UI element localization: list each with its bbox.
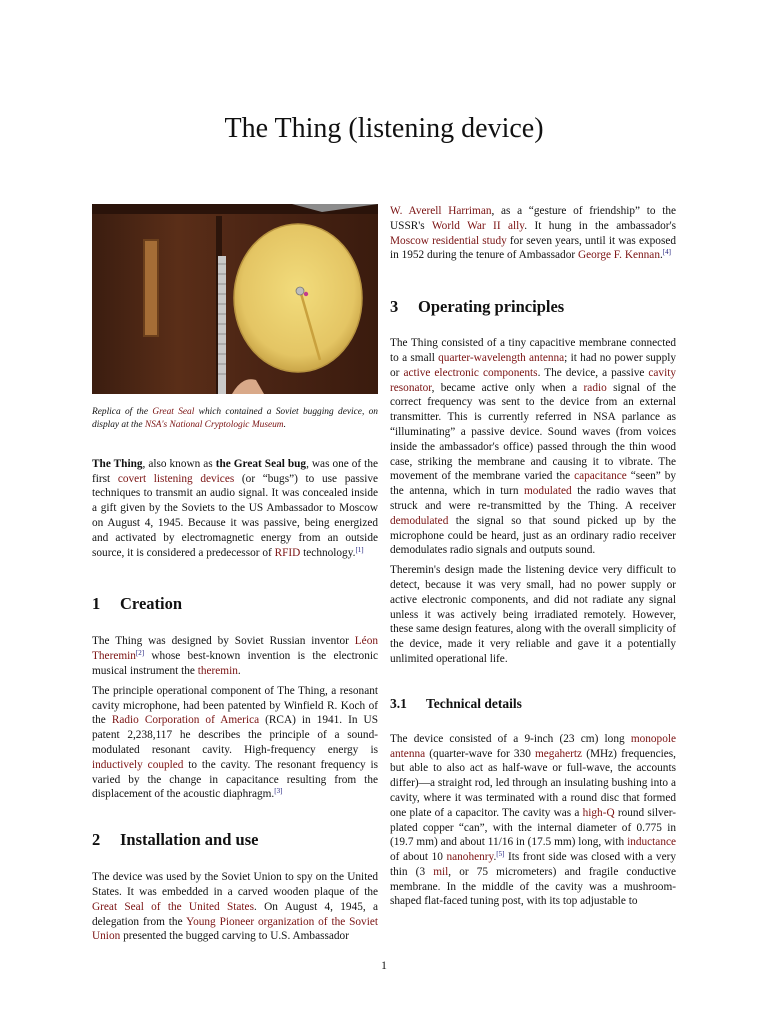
cavity-resonator-link[interactable]: cavity resonator	[390, 366, 676, 394]
section-heading-operating-principles: 3 Operating principles	[390, 297, 565, 317]
nsa-museum-link[interactable]: NSA's National Cryptologic Museum	[144, 420, 284, 431]
high-q-link[interactable]: high-Q	[582, 806, 615, 819]
ref-4[interactable]: [4]	[662, 248, 671, 257]
great-seal-link[interactable]: Great Seal	[152, 407, 195, 417]
subsection-heading-technical-details: 3.1 Technical details	[390, 695, 522, 711]
operating-paragraph-1: The Thing consisted of a tiny capacitive membrane connected to a small quarter-wavelength antenna; it had no power supply or active electronic components. The device, a passive cavity resonator, became active only when a radio signal of the correct frequency was sent to the device from an external transmitter. This is currently referred in NSA parlance as “illuminating” a passive device. Sound waves (from voices inside the ambassador's office) passed through the thin wood case, striking the membrane and causing it to vibrate. The movement of the membrane varied the capacitance “seen” by the antenna, which in turn modulated the radio waves that struck and were re-transmitted by the Thing. A receiver demodulated the signal so that sound picked up by the microphone could be heard, just as an ordinary radio receiver demodulates radio signals and outputs sound.	[390, 337, 677, 557]
leon-theremin-link[interactable]: Léon Theremin	[92, 635, 378, 663]
technical-paragraph: The device consisted of a 9-inch (23 cm) long monopole antenna (quarter-wave for 330 megahertz (MHz) frequencies, but able to also act as half-wave or full-wave, the accounts differ)—a straight rod, led through an insulating bushing into a cavity, where it was terminated with a round disc that formed one plate of a capacitor. The cavity was a high-Q round silver-plated copper “can”, with the internal diameter of 0.775 in (19.7 mm) and about 11/16 in (17.5 mm) long, with inductance of about 10 nanohenry.[5] Its front side was closed with a very thin (3 mil, or 75 micrometers) and fragile conductive membrane. In the middle of the cavity was a mushroom-shaped flat-faced tuning post, with its top adjustable to	[390, 732, 677, 908]
section-heading-installation: 2 Installation and use	[92, 830, 259, 850]
rca-link[interactable]: Radio Corporation of America	[111, 714, 260, 727]
modulated-link[interactable]: modulated	[524, 485, 572, 498]
ref-5[interactable]: [5]	[496, 850, 505, 859]
left-column	[92, 204, 378, 944]
harriman-link[interactable]: W. Averell Harriman	[390, 205, 492, 217]
creation-paragraph-1: The Thing was designed by Soviet Russian inventor Léon Theremin[2] whose best-known invention is the electronic musical instrument the theremin.	[92, 635, 378, 677]
young-pioneer-link[interactable]: Young Pioneer organization of the Soviet Union	[92, 915, 378, 943]
ref-1[interactable]: [1]	[355, 545, 364, 554]
page-title: The Thing (listening device)	[224, 113, 544, 144]
moscow-study-link[interactable]: Moscow residential study	[390, 234, 507, 247]
figure-caption: Replica of the Great Seal which contained a Soviet bugging device, on display at the NSA's National Cryptologic Museum.	[92, 407, 378, 431]
quarter-wave-antenna-link[interactable]: quarter-wavelength antenna	[438, 351, 565, 364]
right-column	[390, 204, 676, 909]
active-components-link[interactable]: active electronic components	[403, 366, 538, 379]
inductance-link[interactable]: inductance	[627, 836, 676, 849]
ref-3[interactable]: [3]	[274, 787, 283, 796]
great-seal-replica-photo	[92, 204, 378, 394]
page-number: 1	[381, 960, 387, 972]
mil-link[interactable]: mil	[433, 865, 449, 878]
intro-paragraph: The Thing, also known as the Great Seal bug, was one of the first covert listening devices (or “bugs”) to use passive techniques to transmit an audio signal. It was concealed inside a gift given by the Soviets to the US Ambassador to Moscow on August 4, 1945. Because it was passive, being energized and activated by electromagnetic energy from an outside source, it is considered a predecessor of RFID technology.[1]	[92, 457, 378, 559]
theremin-link[interactable]: theremin	[197, 664, 238, 677]
ref-2[interactable]: [2]	[135, 649, 145, 658]
ww2-ally-link[interactable]: World War II ally	[431, 219, 525, 232]
megahertz-link[interactable]: megahertz	[535, 747, 583, 760]
demodulated-link[interactable]: demodulated	[390, 514, 449, 527]
installation-paragraph-continued: W. Averell Harriman, as a “gesture of friendship” to the USSR's World War II ally. It hung in the ambassador's Moscow residential study for seven years, until it was exposed in 1952 during the tenure of Ambassador George F. Kennan.[4]	[390, 205, 677, 262]
installation-paragraph-start: The device was used by the Soviet Union to spy on the United States. It was embedded in a carved wooden plaque of the Great Seal of the United States. On August 4, 1945, a delegation from the Young Pioneer organization of the Soviet Union presented the bugged carving to U.S. Ambassador	[92, 871, 378, 943]
inductively-coupled-link[interactable]: inductively coupled	[92, 758, 184, 771]
creation-paragraph-2: The principle operational component of The Thing, a resonant cavity microphone, had been patented by Winfield R. Koch of the Radio Corporation of America (RCA) in 1941. In US patent 2,238,117 he describes the principle of a sound-modulated resonant cavity. High-frequency energy is inductively coupled to the cavity. The resonant frequency is varied by the change in capacitance resulting from the displacement of the acoustic diaphragm.[3]	[92, 684, 378, 801]
great-seal-us-link[interactable]: Great Seal of the United States	[92, 900, 254, 913]
capacitance-link[interactable]: capacitance	[574, 470, 627, 483]
covert-listening-devices-link[interactable]: covert listening devices	[117, 472, 235, 485]
kennan-link[interactable]: George F. Kennan	[577, 249, 660, 262]
nanohenry-link[interactable]: nanohenry	[446, 851, 494, 864]
operating-paragraph-2: Theremin's design made the listening device very difficult to detect, because it was very small, had no power supply or active electronic components, and did not radiate any signal unless it was actively being irradiated remotely. However, these same design features, along with the overall simplicity of the device, made it very reliable and gave it a potentially unlimited operational life.	[390, 564, 676, 665]
rfid-link[interactable]: RFID	[274, 546, 301, 559]
section-heading-creation: 1 Creation	[92, 594, 183, 614]
radio-link[interactable]: radio	[583, 381, 607, 394]
monopole-antenna-link[interactable]: monopole antenna	[390, 732, 676, 760]
